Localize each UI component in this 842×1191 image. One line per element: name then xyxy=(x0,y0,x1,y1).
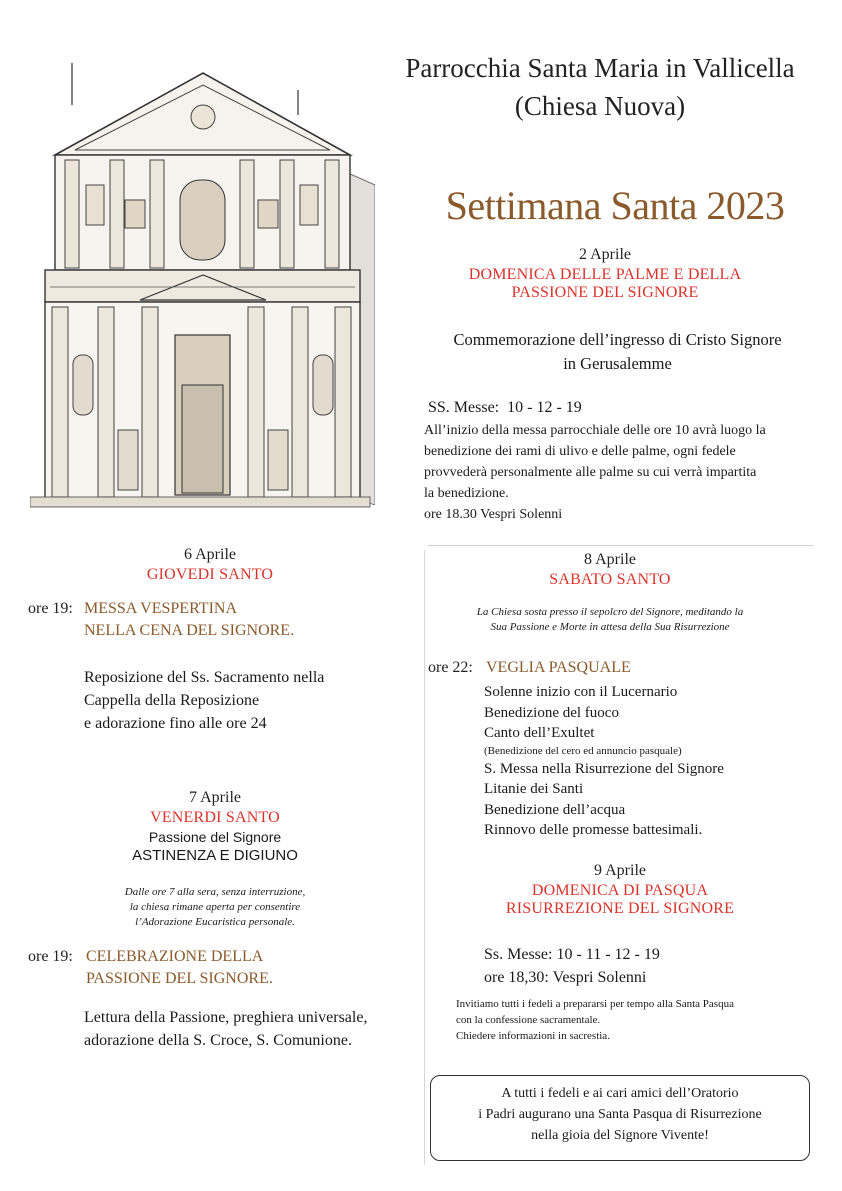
easter-note-2: con la confessione sacramentale. xyxy=(456,1014,601,1026)
holy-thursday-desc-1: Reposizione del Ss. Sacramento nella xyxy=(84,669,325,686)
holy-saturday-time: ore 22: xyxy=(428,659,473,676)
holy-saturday-note-1: La Chiesa sosta presso il sepolcro del Signore, meditando la xyxy=(476,606,744,618)
easter-masses: Ss. Messe: 10 - 11 - 12 - 19 xyxy=(484,946,660,963)
greeting-line-2: i Padri augurano una Santa Pasqua di Risurrezione xyxy=(478,1107,762,1122)
good-friday-note-3: l’Adorazione Eucaristica personale. xyxy=(135,916,295,928)
holy-thursday-time: ore 19: xyxy=(28,600,73,617)
vertical-divider xyxy=(424,550,425,1165)
good-friday-fasting: ASTINENZA E DIGIUNO xyxy=(132,847,298,864)
good-friday-desc-2: adorazione della S. Croce, S. Comunione. xyxy=(84,1032,352,1049)
good-friday-subtitle: Passione del Signore xyxy=(148,829,282,845)
holy-thursday-date: 6 Aprile xyxy=(184,546,236,563)
vigil-item-2: Benedizione del fuoco xyxy=(484,704,619,721)
vigil-item-1: Solenne inizio con il Lucernario xyxy=(484,684,678,700)
holy-saturday-heading: SABATO SANTO xyxy=(549,571,671,588)
holy-thursday-event-1: MESSA VESPERTINA xyxy=(84,600,237,617)
good-friday-event-2: PASSIONE DEL SIGNORE. xyxy=(86,970,273,987)
palm-sunday-heading-2: PASSIONE DEL SIGNORE xyxy=(511,284,699,301)
holy-thursday-desc-2: Cappella della Reposizione xyxy=(84,692,260,709)
vigil-item-3: Canto dell’Exultet xyxy=(484,725,595,741)
page-title: Settimana Santa 2023 xyxy=(445,183,785,228)
palm-sunday-heading-1: DOMENICA DELLE PALME E DELLA xyxy=(468,266,742,283)
parish-name: Parrocchia Santa Maria in Vallicella xyxy=(405,53,795,83)
holy-saturday-date: 8 Aprile xyxy=(584,551,636,568)
good-friday-note-1: Dalle ore 7 alla sera, senza interruzione, xyxy=(124,886,306,898)
good-friday-desc-1: Lettura della Passione, preghiera universale, xyxy=(84,1009,368,1026)
greeting-box xyxy=(430,1075,810,1161)
easter-note-1: Invitiamo tutti i fedeli a prepararsi per tempo alla Santa Pasqua xyxy=(456,998,734,1010)
good-friday-heading: VENERDI SANTO xyxy=(150,809,280,826)
palm-sunday-desc-1: All’inizio della messa parrocchiale delle ore 10 avrà luogo la xyxy=(424,423,766,438)
palm-sunday-desc-4: la benedizione. xyxy=(424,486,509,501)
easter-date: 9 Aprile xyxy=(594,862,646,879)
holy-saturday-note-2: Sua Passione e Morte in attesa della Sua Risurrezione xyxy=(490,621,730,633)
vigil-item-note: (Benedizione del cero ed annuncio pasquale) xyxy=(484,744,682,757)
good-friday-note-2: la chiesa rimane aperta per consentire xyxy=(129,901,301,913)
good-friday-date: 7 Aprile xyxy=(189,789,241,806)
holy-thursday-heading: GIOVEDI SANTO xyxy=(146,566,274,583)
palm-sunday-subtitle-2: in Gerusalemme xyxy=(563,354,672,373)
easter-heading-2: RISURREZIONE DEL SIGNORE xyxy=(505,900,735,917)
palm-sunday-date: 2 Aprile xyxy=(579,246,631,263)
greeting-line-3: nella gioia del Signore Vivente! xyxy=(531,1128,709,1143)
greeting-line-1: A tutti i fedeli e ai cari amici dell’Oratorio xyxy=(501,1086,739,1101)
vigil-item-5: Litanie dei Santi xyxy=(484,781,584,797)
palm-sunday-masses: SS. Messe: 10 - 12 - 19 xyxy=(428,399,582,416)
holy-saturday-event: VEGLIA PASQUALE xyxy=(486,659,631,676)
horizontal-divider xyxy=(428,545,814,546)
vigil-item-7: Rinnovo delle promesse battesimali. xyxy=(484,822,703,838)
easter-note-3: Chiedere informazioni in sacrestia. xyxy=(456,1030,610,1042)
holy-thursday-desc-3: e adorazione fino alle ore 24 xyxy=(84,715,267,732)
vigil-item-6: Benedizione dell’acqua xyxy=(484,801,626,818)
palm-sunday-desc-2: benedizione dei rami di ulivo e delle palme, ogni fedele xyxy=(424,444,736,459)
vigil-item-4: S. Messa nella Risurrezione del Signore xyxy=(484,760,724,777)
parish-subname: (Chiesa Nuova) xyxy=(514,91,686,121)
easter-heading-1: DOMENICA DI PASQUA xyxy=(531,882,709,899)
palm-sunday-subtitle-1: Commemorazione dell’ingresso di Cristo Signore xyxy=(453,330,782,349)
holy-thursday-event-2: NELLA CENA DEL SIGNORE. xyxy=(84,622,295,639)
palm-sunday-desc-3: provvederà personalmente alle palme su cui verrà impartita xyxy=(424,465,757,480)
palm-sunday-vespers: ore 18.30 Vespri Solenni xyxy=(424,507,563,522)
easter-vespers: ore 18,30: Vespri Solenni xyxy=(484,969,647,986)
church-facade-sketch-icon xyxy=(30,35,375,530)
good-friday-time: ore 19: xyxy=(28,948,73,965)
good-friday-event-1: CELEBRAZIONE DELLA xyxy=(86,948,264,965)
